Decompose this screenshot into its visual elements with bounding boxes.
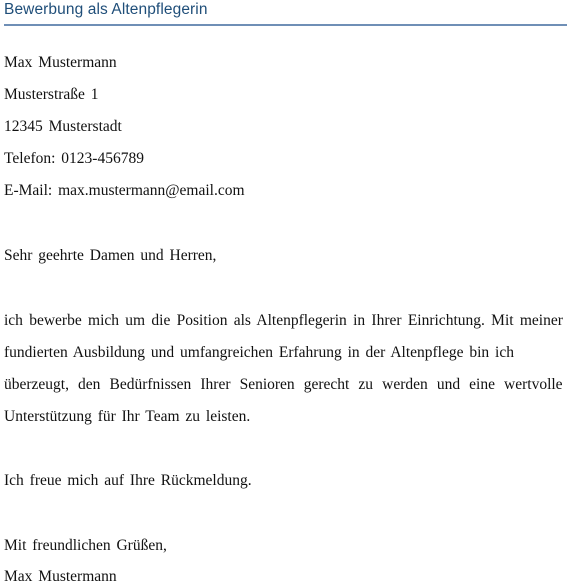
sender-name: Max Mustermann [4, 54, 117, 71]
body-line-1: ich bewerbe mich um die Position als Altenpflegerin in Ihrer Einrichtung. Mit meiner [4, 312, 563, 329]
letter-closing: Mit freundlichen Grüßen, [4, 537, 167, 554]
body-line-2: fundierten Ausbildung und umfangreichen Erfahrung in der Altenpflege bin ich [4, 344, 514, 361]
sender-phone: Telefon: 0123-456789 [4, 150, 144, 167]
sender-email: E-Mail: max.mustermann@email.com [4, 182, 245, 199]
sender-street: Musterstraße 1 [4, 86, 99, 103]
closing-sentence: Ich freue mich auf Ihre Rückmeldung. [4, 472, 252, 489]
body-line-4: Unterstützung für Ihr Team zu leisten. [4, 408, 251, 425]
document-header [4, 0, 567, 26]
document-title: Bewerbung als Altenpflegerin [4, 1, 208, 18]
body-line-3: überzeugt, den Bedürfnissen Ihrer Senioren gerecht zu werden und eine wertvolle [4, 376, 563, 393]
letter-salutation: Sehr geehrte Damen und Herren, [4, 247, 217, 264]
sender-city: 12345 Musterstadt [4, 118, 122, 135]
header-divider [4, 24, 567, 26]
letter-signature: Max Mustermann [4, 568, 117, 585]
